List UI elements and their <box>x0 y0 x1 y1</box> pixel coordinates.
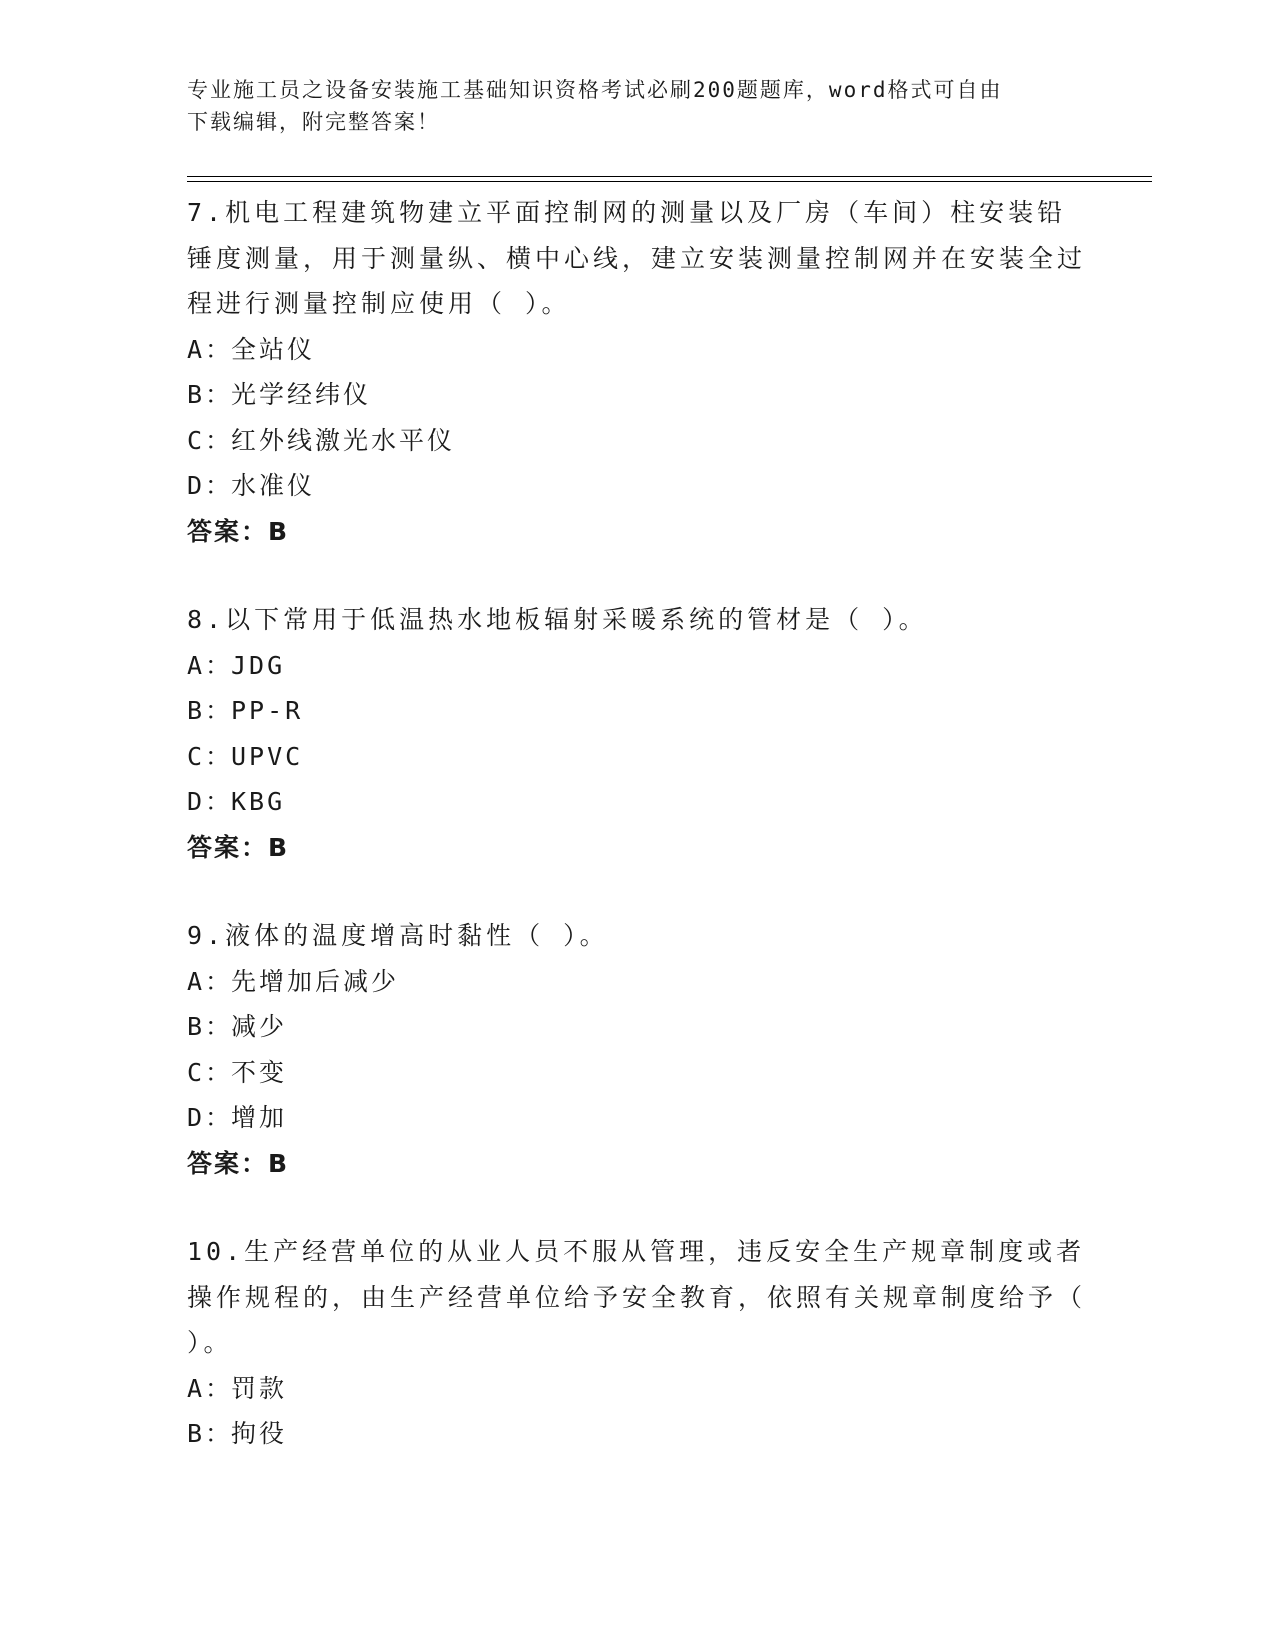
option-letter: C： <box>187 1057 234 1087</box>
option-text: KBG <box>231 787 286 816</box>
option-text: 水准仪 <box>231 471 316 500</box>
answer-option <box>187 1050 1087 1096</box>
option-letter: A： <box>187 966 234 996</box>
option-text: 增加 <box>231 1103 288 1132</box>
option-text: 光学经纬仪 <box>231 380 372 409</box>
option-letter: B： <box>187 1419 234 1448</box>
option-letter: A： <box>187 650 234 680</box>
question-list <box>187 190 1106 1500</box>
answer-option <box>187 688 1087 734</box>
question-stem: 7.机电工程建筑物建立平面控制网的测量以及厂房（车间）柱安装铅锤度测量，用于测量纵、横中心线，建立安装测量控制网并在安装全过程进行测量控制应使用（ ）。 <box>187 198 1087 318</box>
answer-option <box>187 779 1087 825</box>
option-text: 全站仪 <box>231 334 316 364</box>
question-block <box>187 913 1087 1186</box>
header-divider-top <box>187 176 1152 177</box>
option-letter: A： <box>187 334 234 364</box>
question-block <box>187 597 1087 870</box>
option-text: 拘役 <box>231 1419 288 1448</box>
answer-option <box>187 463 1087 509</box>
answer-key: 答案：B <box>187 832 290 862</box>
option-letter: D： <box>187 1103 234 1132</box>
option-text: JDG <box>231 650 286 680</box>
answer-option <box>187 327 1087 373</box>
answer-option <box>187 418 1087 464</box>
option-text: 减少 <box>231 1012 288 1041</box>
question-stem: 9.液体的温度增高时黏性（ ）。 <box>187 921 609 950</box>
question-stem: 8.以下常用于低温热水地板辐射采暖系统的管材是（ ）。 <box>187 605 928 634</box>
header-line-1: 专业施工员之设备安装施工基础知识资格考试必刷200题题库，word格式可自由 <box>187 78 1003 102</box>
answer-key: 答案：B <box>187 516 290 546</box>
option-letter: C： <box>187 425 234 455</box>
option-text: 红外线激光水平仪 <box>231 425 456 455</box>
question-block <box>187 1229 1106 1457</box>
option-letter: B： <box>187 1012 234 1041</box>
option-letter: B： <box>187 380 234 409</box>
option-letter: C： <box>187 741 234 771</box>
option-text: 不变 <box>231 1057 288 1087</box>
header-line-2: 下载编辑，附完整答案！ <box>187 110 440 134</box>
answer-option <box>187 643 1087 689</box>
option-letter: A： <box>187 1373 234 1403</box>
answer-option <box>187 372 1087 418</box>
option-letter: B： <box>187 696 234 725</box>
option-text: UPVC <box>231 741 304 771</box>
answer-key: 答案：B <box>187 1148 290 1178</box>
answer-option <box>187 734 1087 780</box>
answer-option <box>187 1411 1087 1457</box>
option-letter: D： <box>187 787 234 816</box>
question-stem: 10.生产经营单位的从业人员不服从管理，违反安全生产规章制度或者操作规程的，由生产经营单位给予安全教育，依照有关规章制度给予（ ）。 <box>187 1237 1106 1357</box>
answer-option <box>187 1095 1087 1141</box>
question-block <box>187 190 1087 554</box>
header-divider-bottom <box>187 181 1152 182</box>
option-text: 先增加后减少 <box>231 966 400 996</box>
answer-option <box>187 1366 1087 1412</box>
answer-option <box>187 1004 1087 1050</box>
option-text: 罚款 <box>231 1373 288 1403</box>
option-text: PP-R <box>231 696 304 725</box>
document-header <box>187 74 1067 138</box>
option-letter: D： <box>187 471 234 500</box>
answer-option <box>187 959 1087 1005</box>
